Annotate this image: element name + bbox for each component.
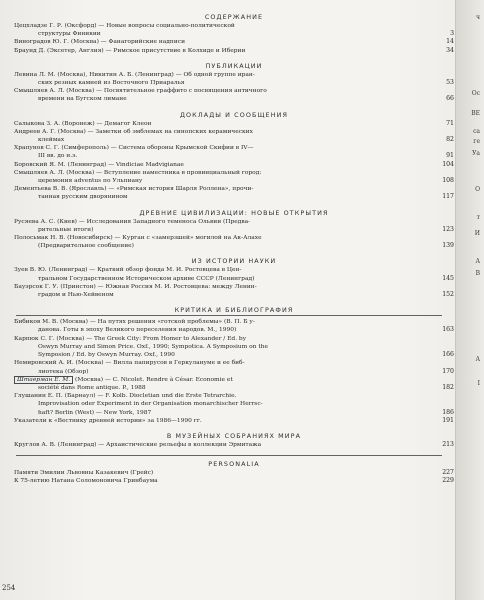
section-publications — [14, 61, 454, 104]
entry-line: ских резных камней из Восточного Приаралья — [38, 80, 185, 87]
section-contents — [14, 12, 454, 55]
section-ancient — [14, 208, 454, 251]
section-heading: ПУБЛИКАЦИИ — [205, 61, 263, 70]
entry-line: Глушанин Е. П. (Барнаул) — F. Kolb. Diocletian und die Erste Tetrarchie. — [14, 393, 237, 400]
toc-entry — [14, 283, 454, 299]
entry-page-number: 14 — [446, 38, 454, 46]
section-personalia — [14, 455, 454, 485]
section-heading: ИЗ ИСТОРИИ НАУКИ — [191, 257, 277, 266]
table-of-contents — [14, 6, 454, 486]
entry-line: Русяева А. С. (Киев) — Исследования Западного теменоса Ольвии (Предва- — [14, 218, 251, 225]
entry-line: Бибиков М. В. (Москва) — На путях решения «готской проблемы» (В. П. Б у- — [14, 319, 255, 326]
entry-page-number: 182 — [442, 383, 454, 391]
toc-entry — [14, 234, 454, 250]
toc-entry — [14, 22, 454, 38]
section-history — [14, 256, 454, 299]
entry-line: Храпунов С. Г. (Симферополь) — Система обороны Крымской Скифии в IV— — [14, 145, 254, 152]
boxed-author: Штаерман Е. М. — [14, 376, 73, 384]
margin-fragment: ч — [476, 14, 480, 21]
section-museums — [14, 431, 454, 449]
entry-line: церемония adventus по Ульпиану — [38, 178, 143, 185]
toc-entry — [14, 185, 454, 201]
margin-fragment: ге — [473, 138, 480, 145]
section-heading: КРИТИКА И БИБЛИОГРАФИЯ — [174, 306, 294, 315]
entry-page-number: 145 — [442, 274, 454, 282]
toc-entry — [14, 144, 454, 160]
entry-page-number: 82 — [446, 136, 454, 144]
toc-entry — [14, 161, 454, 169]
entry-page-number: 227 — [442, 469, 454, 477]
section-heading: СОДЕРЖАНИЕ — [204, 13, 264, 21]
toc-entry — [14, 218, 454, 234]
margin-fragment: В — [475, 270, 480, 277]
entry-line: танная русским дворянином — [38, 194, 128, 201]
entry-page-number: 139 — [442, 242, 454, 250]
entry-line: градом и Нью-Хейвеном — [38, 292, 114, 299]
margin-fragment: Уа — [472, 150, 480, 157]
entry-line: Указатели к «Вестнику древней истории» за 1986—1990 гг. — [14, 417, 202, 424]
entry-page-number: 213 — [442, 440, 454, 448]
toc-entry — [14, 266, 454, 282]
entry-page-number: 170 — [442, 367, 454, 375]
entry-line: рительные итоги) — [38, 226, 94, 233]
entry-page-number: 104 — [442, 160, 454, 168]
entry-line: société dans Rome antique. P., 1988 — [38, 384, 146, 391]
margin-fragment: са — [473, 128, 480, 135]
section-critique — [14, 305, 454, 425]
toc-entry — [14, 128, 454, 144]
section-reports — [14, 110, 454, 202]
entry-line: К 75-летию Натана Соломоновича Гринбаума — [14, 478, 158, 485]
entry-page-number: 34 — [446, 46, 454, 54]
section-heading: В МУЗЕЙНЫХ СОБРАНИЯХ МИРА — [166, 431, 302, 440]
entry-line: (Предварительное сообщение) — [38, 243, 134, 250]
entry-line: III вв. до н.э. — [38, 153, 78, 160]
margin-fragment: И — [474, 230, 480, 237]
entry-line: Oswyn Murray and Simon Price. Oxf., 1990; Sympotica. A Symposium on the — [38, 343, 268, 350]
entry-line — [14, 376, 432, 384]
entry-page-number: 66 — [446, 95, 454, 103]
toc-entry — [14, 376, 454, 392]
toc-entry — [14, 120, 454, 128]
toc-entry — [14, 318, 454, 334]
entry-line: Цецхладзе Г. Р. (Оксфорд) — Новые вопросы социально-политической — [14, 23, 235, 29]
margin-fragment: Ос — [471, 90, 480, 97]
entry-line: Полосьмак Н. В. (Новосибирск) — Курган с «замерзшей» могилой на Ак-Алахе — [14, 235, 262, 242]
entry-line: Круглов А. В. (Ленинград) — Архаистические рельефы в коллекции Эрмитажа — [14, 441, 262, 448]
toc-entry — [14, 71, 454, 87]
entry-line: данова. Готы в эпоху Великого переселения народов. М., 1990) — [38, 327, 237, 334]
section-heading: ДОКЛАДЫ И СООБЩЕНИЯ — [179, 110, 289, 119]
toc-entry — [14, 392, 454, 417]
entry-line: Виноградов Ю. Г. (Москва) — Фанагорийские надписи — [14, 39, 186, 46]
entry-page-number: 91 — [446, 152, 454, 160]
toc-entry — [14, 441, 454, 449]
entry-page-number: 108 — [442, 177, 454, 185]
margin-fragment: І — [477, 380, 480, 387]
entry-line: лиотека (Обзор) — [38, 368, 89, 375]
entry-line: времени на Бугском лимане — [38, 96, 127, 103]
entry-page-number: 229 — [442, 477, 454, 485]
section-heading: ДРЕВНИЕ ЦИВИЛИЗАЦИИ: НОВЫЕ ОТКРЫТИЯ — [139, 208, 329, 217]
entry-line: клеймах — [38, 137, 65, 144]
margin-fragment: А — [475, 356, 480, 363]
entry-line: Смышляев А. Л. (Москва) — Посвятительное граффито с посвящения античного — [14, 88, 267, 95]
entry-line: структуры Финикии — [38, 31, 101, 38]
entry-line: haft? Berlin (West) — New York, 1987 — [38, 409, 152, 416]
entry-page-number: 53 — [446, 79, 454, 87]
entry-page-number: 163 — [442, 326, 454, 334]
margin-fragment: А — [475, 258, 480, 265]
entry-line: Бауэрсок Г. У. (Принстон) — Южная Россия М. И. Ростовцева: между Ленин- — [14, 283, 257, 290]
toc-entry — [14, 477, 454, 485]
entry-line: Карпюк С. Г. (Москва) — The Greek City: From Homer to Alexander / Ed. by — [14, 335, 247, 342]
adjacent-page-edge — [455, 0, 484, 600]
toc-entry — [14, 47, 454, 55]
entry-line: тральном Государственном Историческом архиве СССР (Ленинград) — [38, 275, 255, 282]
heading-underline — [16, 315, 442, 316]
entry-line: Improvisation oder Experiment in der Organisation monarchischer Herrsc- — [38, 401, 263, 408]
entry-line: Дементьева В. В. (Ярославль) — «Римская история Шарля Роллена», прочи- — [14, 186, 254, 193]
entry-line: Зуев В. Ю. (Ленинград) — Краткий обзор фонда М. И. Ростовцева в Цен- — [14, 267, 242, 274]
entry-line: Левина Л. М. (Москва), Никитин А. Б. (Ленинград) — Об одной группе иран- — [14, 71, 255, 78]
entry-page-number: 152 — [442, 291, 454, 299]
entry-page-number: 117 — [442, 193, 454, 201]
entry-line: Немировский А. И. (Москва) — Вилла папирусов в Геркулануме и ее биб- — [14, 360, 245, 367]
margin-fragment: О — [475, 186, 480, 193]
toc-entry — [14, 417, 454, 425]
toc-entry — [14, 469, 454, 477]
entry-line: Смышляев А. Л. (Москва) — Вступление наместника в провинциальный город: — [14, 169, 262, 176]
entry-line: Андреев А. Г. (Москва) — Заметки об эмблемах на синопских керамических — [14, 128, 253, 135]
entry-line: Салыкова З. А. (Воронеж) — Демагог Клеон — [14, 120, 152, 127]
entry-page-number: 3 — [450, 30, 454, 38]
entry-line: Памяти Эмилии Львовны Казакевич (Грейс) — [14, 470, 154, 477]
section-divider — [16, 455, 442, 456]
section-heading: PERSONALIA — [208, 460, 260, 469]
toc-entry — [14, 87, 454, 103]
entry-page-number: 191 — [442, 416, 454, 424]
entry-line: Symposion / Ed. by Oswyn Murray. Oxf., 1990 — [38, 352, 175, 359]
margin-fragment: т — [476, 214, 480, 221]
page-number: 254 — [2, 584, 16, 592]
toc-entry — [14, 38, 454, 46]
toc-entry — [14, 169, 454, 185]
margin-fragment: ВЕ — [471, 110, 480, 117]
entry-page-number: 123 — [442, 225, 454, 233]
toc-entry — [14, 335, 454, 360]
toc-entry — [14, 359, 454, 375]
entry-line: Браунд Д. (Эксетер, Англия) — Римское присутствие в Колхиде и Иберии — [14, 47, 246, 54]
entry-page-number: 186 — [442, 408, 454, 416]
entry-page-number: 166 — [442, 351, 454, 359]
entry-page-number: 71 — [446, 119, 454, 127]
entry-text: (Москва) — C. Nicolet. Rendre à César. Economie et — [73, 376, 233, 383]
entry-line: Боровский Я. М. (Ленинград) — Vindiciae Madvigianae — [14, 161, 184, 168]
